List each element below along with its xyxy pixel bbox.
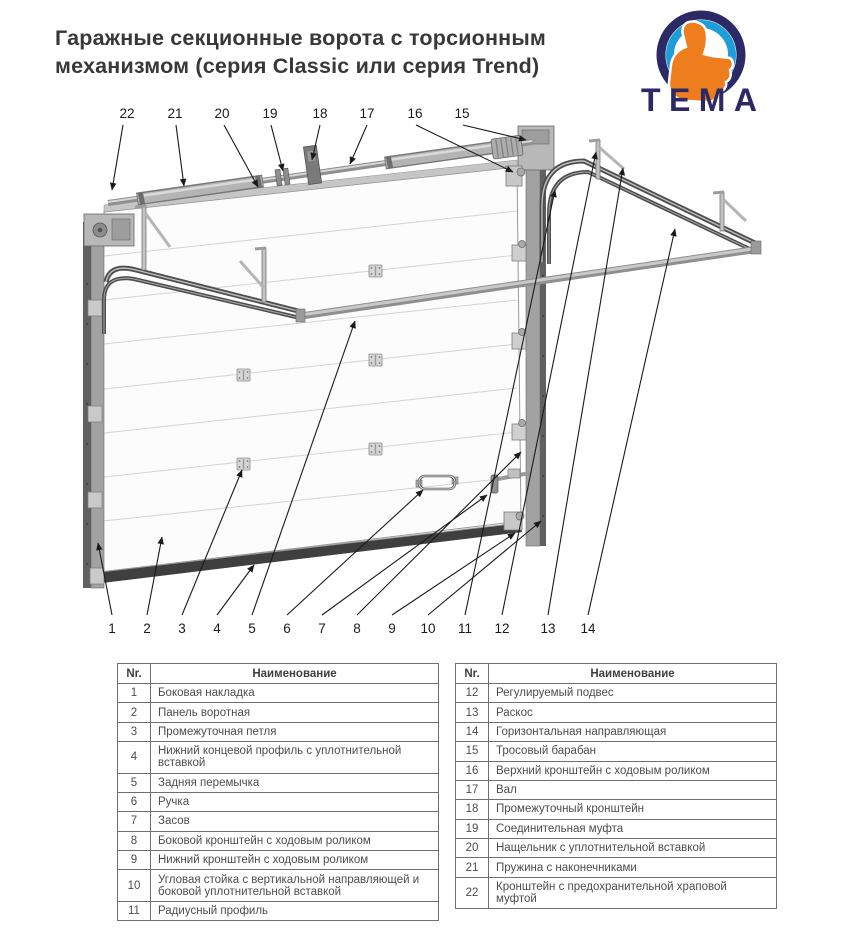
table-row [456, 858, 777, 877]
part-name: Тросовый барабан [489, 742, 777, 761]
table-row [118, 831, 439, 850]
hinge [237, 458, 250, 470]
part-name: Ручка [151, 792, 439, 811]
part-number: 7 [118, 812, 151, 831]
part-number: 20 [456, 839, 489, 858]
part-number: 13 [456, 703, 489, 722]
part-number: 22 [456, 877, 489, 908]
leader-line [350, 125, 367, 164]
table-row [456, 819, 777, 838]
part-number: 8 [118, 831, 151, 850]
top-roller-bracket [506, 166, 525, 186]
callout-label: 1 [108, 621, 116, 636]
table-row [456, 780, 777, 799]
part-name: Панель воротная [151, 703, 439, 722]
ratchet-safety-bracket [84, 214, 134, 246]
part-name: Нижний концевой профиль с уплотнительной вставкой [151, 742, 439, 773]
table-row [456, 761, 777, 780]
part-name: Соединительная муфта [489, 819, 777, 838]
callout-label: 13 [540, 621, 556, 636]
leader-line [176, 125, 184, 186]
table-row [456, 684, 777, 703]
table-header-row [118, 664, 439, 684]
part-name: Нижний кронштейн с ходовым роликом [151, 851, 439, 870]
callout-label: 6 [283, 621, 291, 636]
table-row [118, 901, 439, 920]
title-line-2: механизмом (серия Classic или серия Trend) [55, 54, 540, 79]
col-header-nr: Nr. [118, 664, 151, 684]
part-number: 4 [118, 742, 151, 773]
leader-line [548, 168, 623, 615]
callout-label: 18 [312, 106, 328, 121]
callout-label: 10 [420, 621, 436, 636]
right-radius-and-horizontal-track [542, 161, 757, 264]
table-row [118, 684, 439, 703]
right-post-top-plate [518, 126, 554, 170]
leader-line [217, 565, 254, 615]
intermediate-bracket [303, 145, 321, 184]
table-row [456, 839, 777, 858]
callout-label: 11 [457, 621, 473, 636]
part-number: 11 [118, 901, 151, 920]
part-number: 18 [456, 800, 489, 819]
parts-table-left [117, 663, 439, 921]
right-spring [385, 144, 505, 163]
callout-label: 8 [353, 621, 361, 636]
hinge [237, 369, 250, 381]
logo-text: TEMA [641, 82, 759, 118]
table-row [456, 877, 777, 908]
left-post-face [91, 222, 104, 588]
callout-label: 5 [248, 621, 256, 636]
table-row [118, 792, 439, 811]
callout-label: 3 [178, 621, 186, 636]
part-number: 5 [118, 773, 151, 792]
col-header-name: Наименование [151, 664, 439, 684]
callout-label: 2 [143, 621, 151, 636]
part-number: 2 [118, 703, 151, 722]
part-name: Боковая накладка [151, 684, 439, 703]
part-name: Боковой кронштейн с ходовым роликом [151, 831, 439, 850]
table-row [118, 703, 439, 722]
part-name: Раскос [489, 703, 777, 722]
callout-label: 22 [119, 106, 135, 121]
table-row [118, 742, 439, 773]
table-row [456, 742, 777, 761]
title-line-1: Гаражные секционные ворота с торсионным [55, 26, 547, 50]
part-number: 6 [118, 792, 151, 811]
callout-label: 15 [454, 106, 470, 121]
part-name: Угловая стойка с вертикальной направляющей и боковой уплотнительной вставкой [151, 870, 439, 901]
col-header-nr: Nr. [456, 664, 489, 684]
part-name: Кронштейн с предохранительной храповой муфтой [489, 877, 777, 908]
table-row [118, 870, 439, 901]
part-number: 14 [456, 722, 489, 741]
part-name: Засов [151, 812, 439, 831]
part-number: 15 [456, 742, 489, 761]
leader-line [112, 125, 123, 190]
table-row [118, 851, 439, 870]
part-number: 9 [118, 851, 151, 870]
part-number: 17 [456, 780, 489, 799]
part-number: 19 [456, 819, 489, 838]
table-row [118, 812, 439, 831]
part-name: Вал [489, 780, 777, 799]
panel-face [100, 167, 521, 572]
callout-label: 7 [318, 621, 326, 636]
part-name: Регулируемый подвес [489, 684, 777, 703]
part-name: Верхний кронштейн с ходовым роликом [489, 761, 777, 780]
callout-label: 4 [213, 621, 221, 636]
part-name: Радиусный профиль [151, 901, 439, 920]
callout-label: 14 [580, 621, 596, 636]
part-name: Промежуточный кронштейн [489, 800, 777, 819]
leader-line [271, 125, 283, 171]
callout-label: 19 [262, 106, 278, 121]
door-panel [100, 160, 522, 583]
part-number: 1 [118, 684, 151, 703]
part-number: 3 [118, 722, 151, 741]
part-number: 21 [456, 858, 489, 877]
hinge [369, 354, 382, 366]
part-number: 10 [118, 870, 151, 901]
table-row [456, 722, 777, 741]
parts-table-right [455, 663, 777, 909]
table-row [118, 773, 439, 792]
part-name: Пружина с наконечниками [489, 858, 777, 877]
callout-label: 9 [388, 621, 396, 636]
table-row [456, 703, 777, 722]
part-number: 12 [456, 684, 489, 703]
table-row [118, 722, 439, 741]
callout-label: 17 [359, 106, 375, 121]
table-header-row [456, 664, 777, 684]
part-name: Промежуточная петля [151, 722, 439, 741]
part-name: Нащельник с уплотнительной вставкой [489, 839, 777, 858]
part-name: Задняя перемычка [151, 773, 439, 792]
callout-label: 16 [407, 106, 423, 121]
leader-line [588, 229, 675, 615]
part-name: Горизонтальная направляющая [489, 722, 777, 741]
part-number: 16 [456, 761, 489, 780]
callout-label: 20 [214, 106, 230, 121]
callout-label: 21 [167, 106, 183, 121]
hinge [369, 265, 382, 277]
col-header-name: Наименование [489, 664, 777, 684]
hinge [369, 443, 382, 455]
table-row [456, 800, 777, 819]
callout-label: 12 [494, 621, 510, 636]
leader-line [463, 125, 526, 140]
